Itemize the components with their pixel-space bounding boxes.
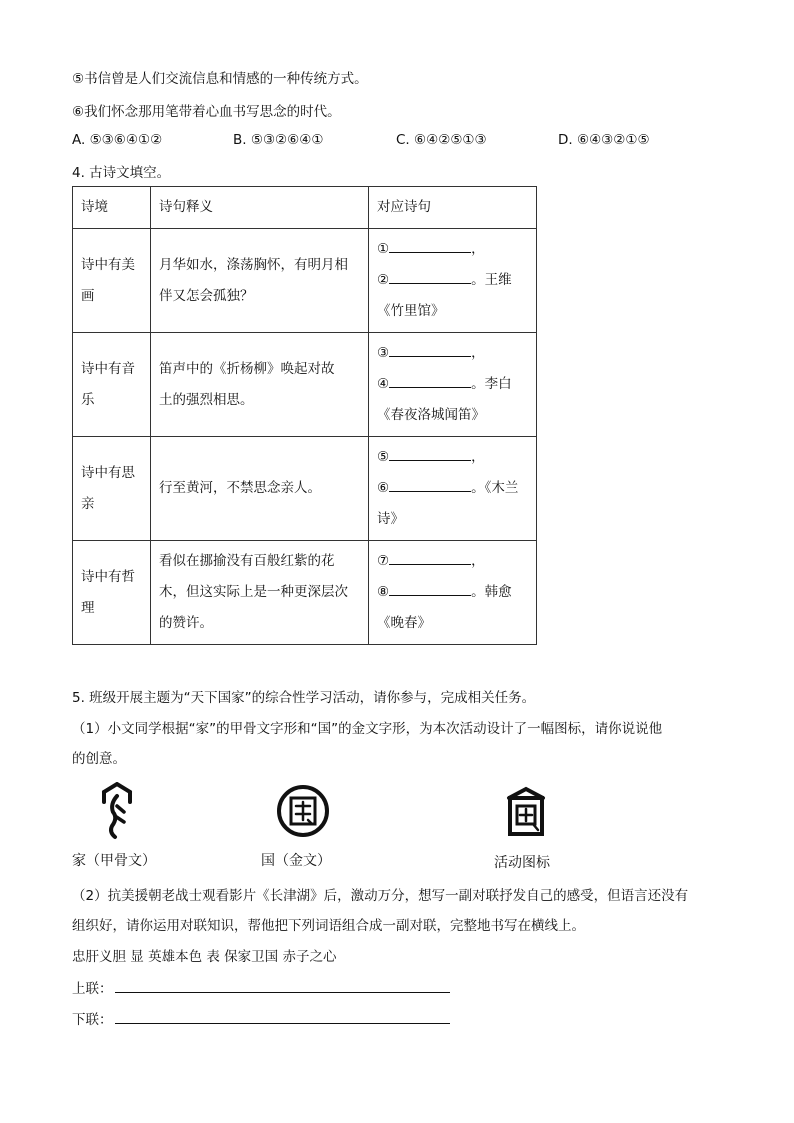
option-b: B. ⑤③②⑥④① bbox=[233, 132, 324, 148]
fill-blank-6[interactable] bbox=[389, 477, 471, 492]
fill-blank-5[interactable] bbox=[389, 446, 471, 461]
fill-blank-3[interactable] bbox=[389, 342, 471, 357]
fill-blank-2[interactable] bbox=[389, 269, 471, 284]
scene-cell: 诗中有哲 理 bbox=[73, 541, 151, 645]
option-a: A. ⑤③⑥④①② bbox=[72, 132, 163, 148]
jia-oracle-glyph bbox=[100, 782, 134, 840]
fill-blank-4[interactable] bbox=[389, 373, 471, 388]
upper-couplet-label: 上联： bbox=[72, 981, 113, 997]
option-d: D. ⑥④③②①⑤ bbox=[558, 132, 650, 148]
q3-sentence-6: ⑥我们怀念那用笔带着心血书写思念的时代。 bbox=[72, 104, 341, 120]
scene-cell: 诗中有思 亲 bbox=[73, 437, 151, 541]
table-row bbox=[73, 437, 537, 541]
table-row bbox=[73, 333, 537, 437]
q5-sub2-line2: 组织好，请你运用对联知识，帮他把下列词语组合成一副对联，完整地书写在横线上。 bbox=[72, 918, 585, 934]
lower-couplet-label: 下联： bbox=[72, 1012, 113, 1028]
lower-couplet-line[interactable] bbox=[115, 1023, 450, 1024]
q5-sub1-line2: 的创意。 bbox=[72, 751, 126, 767]
q3-sentence-5: ⑤书信曾是人们交流信息和情感的一种传统方式。 bbox=[72, 71, 368, 87]
meaning-cell: 行至黄河，不禁思念亲人。 bbox=[151, 437, 369, 541]
q5-sub2-line1: （2）抗美援朝老战士观看影片《长津湖》后，激动万分，想写一副对联抒发自己的感受，但语言还没有 bbox=[72, 888, 689, 904]
word-list: 忠肝义胆 显 英雄本色 表 保家卫国 赤子之心 bbox=[72, 949, 337, 965]
answer-cell: ⑤ ， ⑥ 。《木兰 诗》 bbox=[369, 437, 537, 541]
poem-table bbox=[72, 186, 537, 645]
scene-cell: 诗中有音 乐 bbox=[73, 333, 151, 437]
q4-title: 4. 古诗文填空。 bbox=[72, 165, 171, 181]
caption-guo: 国（金文） bbox=[261, 853, 331, 869]
q5-sub1-line1: （1）小文同学根据“家”的甲骨文字形和“国”的金文字形，为本次活动设计了一幅图标，请你说说他 bbox=[72, 721, 663, 737]
header-cell: 诗境 bbox=[73, 187, 151, 229]
option-c: C. ⑥④②⑤①③ bbox=[396, 132, 487, 148]
answer-cell: ① ， ② 。王维 《竹里馆》 bbox=[369, 229, 537, 333]
header-cell: 诗句释义 bbox=[151, 187, 369, 229]
scene-cell: 诗中有美 画 bbox=[73, 229, 151, 333]
fill-blank-7[interactable] bbox=[389, 550, 471, 565]
meaning-cell: 看似在挪揄没有百般红紫的花 木，但这实际上是一种更深层次 的赞许。 bbox=[151, 541, 369, 645]
table-row bbox=[73, 229, 537, 333]
answer-cell: ⑦ ， ⑧ 。韩愈 《晚春》 bbox=[369, 541, 537, 645]
answer-cell: ③ ， ④ 。李白 《春夜洛城闻笛》 bbox=[369, 333, 537, 437]
q5-title: 5. 班级开展主题为“天下国家”的综合性学习活动，请你参与，完成相关任务。 bbox=[72, 690, 536, 706]
header-cell: 对应诗句 bbox=[369, 187, 537, 229]
fill-blank-8[interactable] bbox=[389, 581, 471, 596]
meaning-cell: 月华如水，涤荡胸怀，有明月相 伴又怎会孤独？ bbox=[151, 229, 369, 333]
activity-icon bbox=[505, 786, 547, 838]
fill-blank-1[interactable] bbox=[389, 238, 471, 253]
upper-couplet-line[interactable] bbox=[115, 992, 450, 993]
meaning-cell: 笛声中的《折杨柳》唤起对故 土的强烈相思。 bbox=[151, 333, 369, 437]
guo-bronze-glyph bbox=[276, 784, 330, 838]
caption-jia: 家（甲骨文） bbox=[72, 853, 156, 869]
caption-icon: 活动图标 bbox=[494, 855, 550, 871]
table-header-row bbox=[73, 187, 537, 229]
table-row bbox=[73, 541, 537, 645]
